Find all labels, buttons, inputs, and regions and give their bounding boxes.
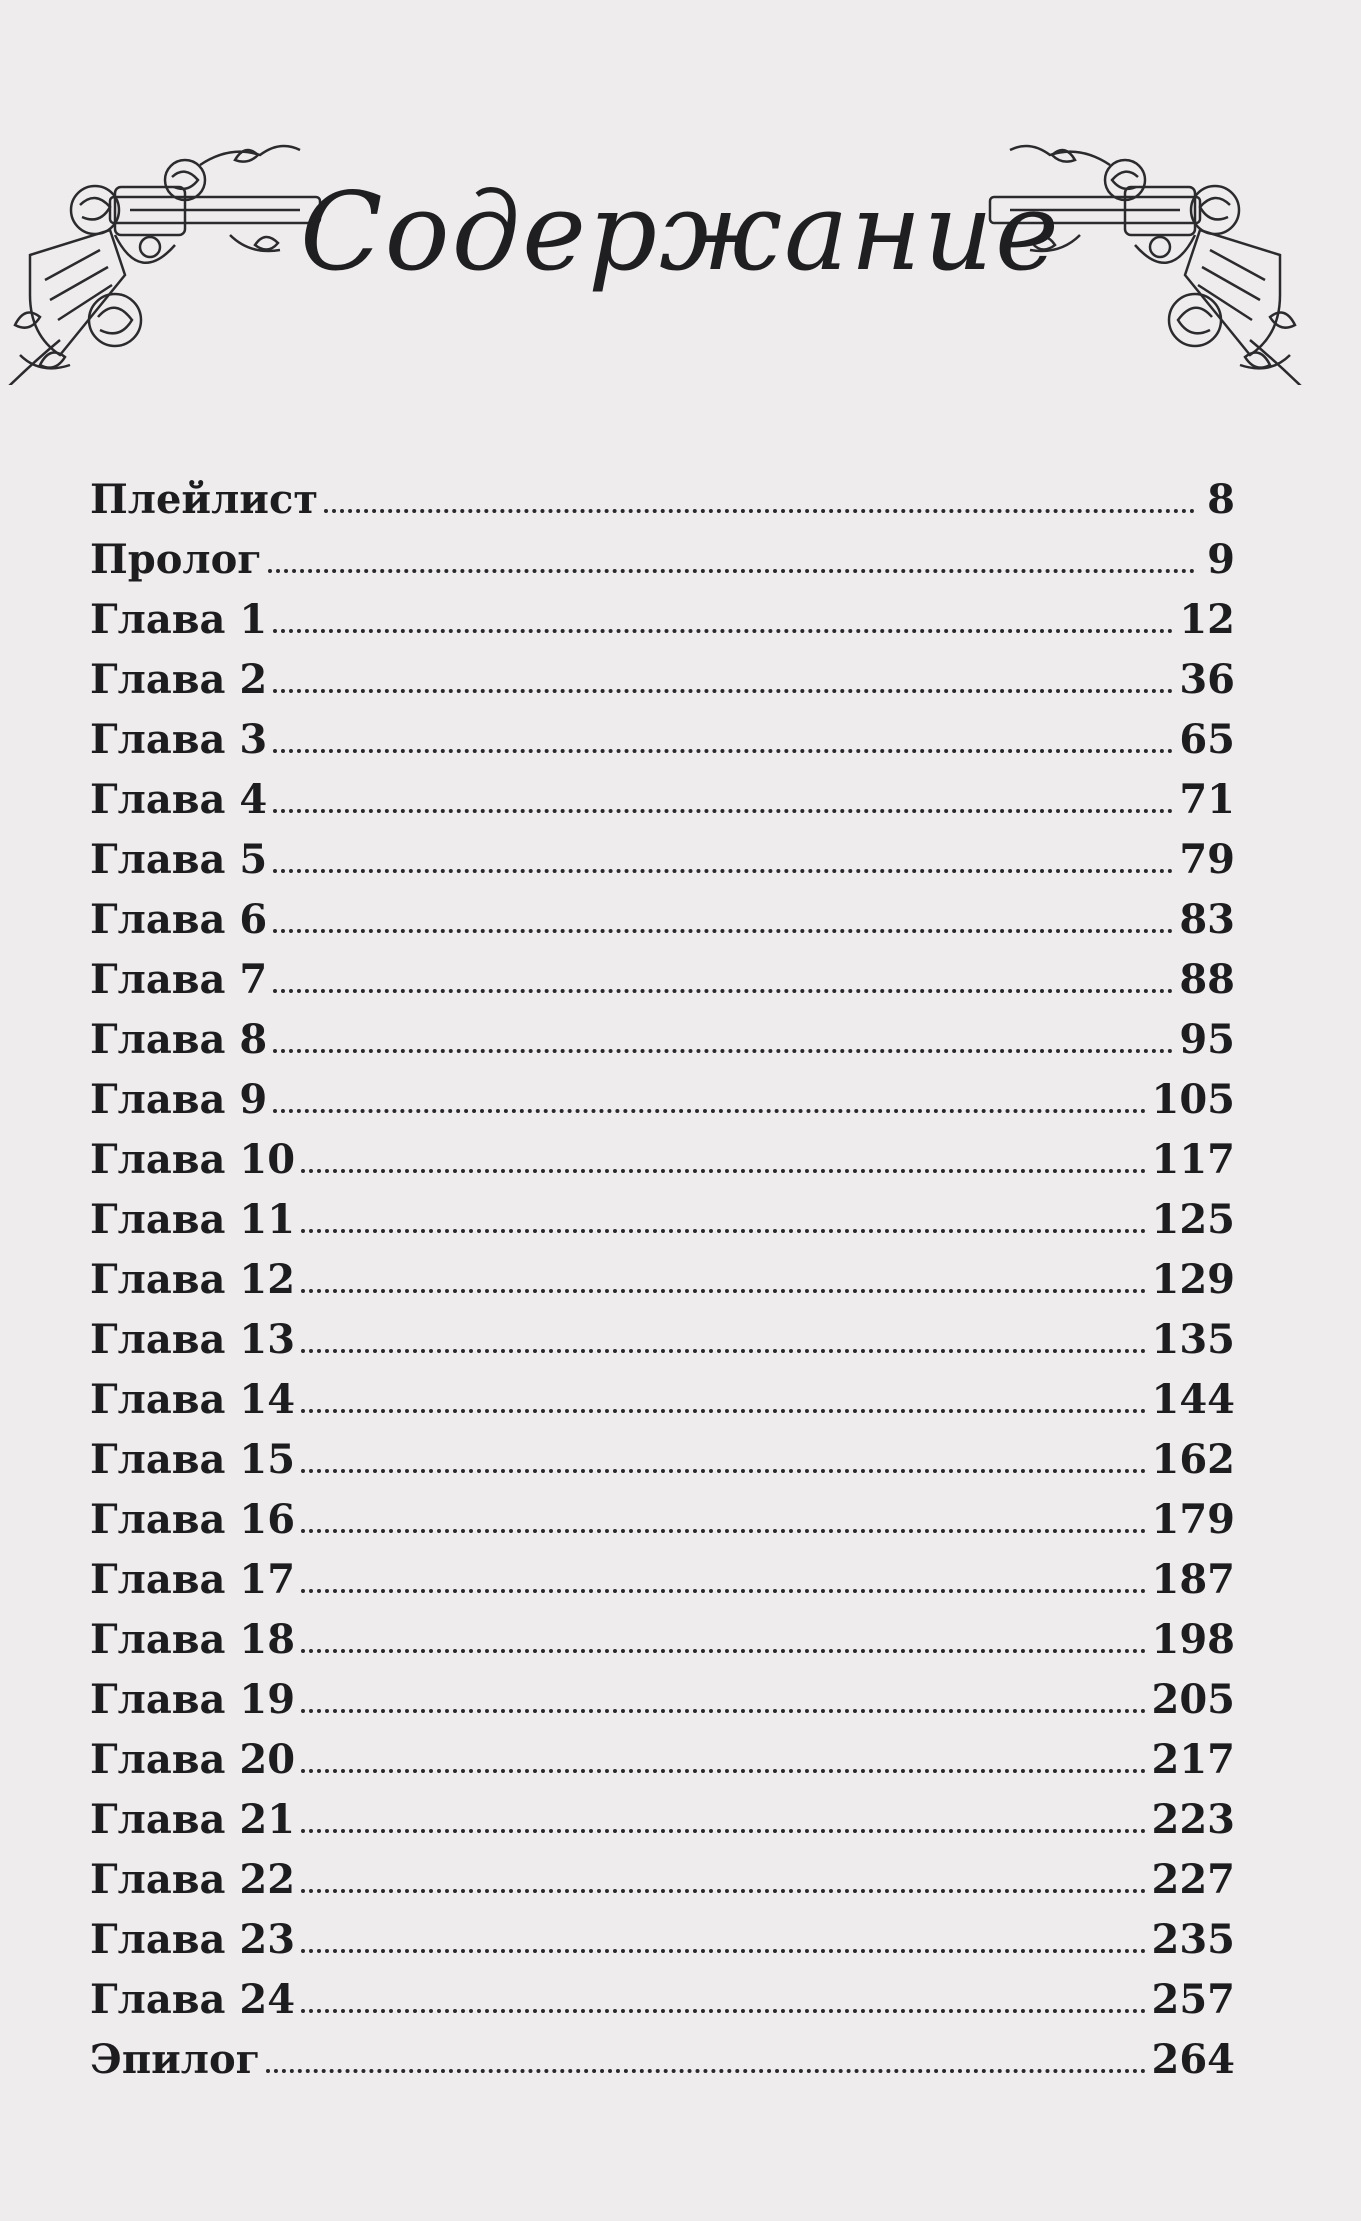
- toc-entry-label: Глава 23: [90, 1916, 296, 1963]
- dot-leader: [268, 565, 1195, 573]
- toc-entry-label: Эпилог: [90, 2036, 261, 2083]
- toc-entry-label: Глава 19: [90, 1676, 296, 1723]
- dot-leader: [273, 625, 1173, 633]
- toc-entry-label: Глава 24: [90, 1976, 296, 2023]
- toc-entry: [90, 1130, 1235, 1190]
- dot-leader: [301, 1165, 1145, 1173]
- toc-entry-label: Глава 9: [90, 1076, 268, 1123]
- toc-entry-label: Глава 15: [90, 1436, 296, 1483]
- dot-leader: [301, 1225, 1145, 1233]
- toc-entry: [90, 1310, 1235, 1370]
- toc-entry-page-number: 198: [1151, 1616, 1235, 1663]
- toc-entry: [90, 1490, 1235, 1550]
- toc-entry-label: Пролог: [90, 536, 262, 583]
- dot-leader: [273, 1045, 1173, 1053]
- toc-entry-label: Глава 4: [90, 776, 268, 823]
- dot-leader: [324, 505, 1195, 513]
- toc-entry-page-number: 135: [1151, 1316, 1235, 1363]
- toc-entry-page-number: 264: [1151, 2036, 1235, 2083]
- toc-entry: [90, 830, 1235, 890]
- toc-entry-page-number: 117: [1151, 1136, 1235, 1183]
- toc-entry: [90, 1070, 1235, 1130]
- toc-entry-label: Глава 5: [90, 836, 268, 883]
- toc-entry-label: Глава 21: [90, 1796, 296, 1843]
- toc-entry: [90, 1850, 1235, 1910]
- toc-entry: [90, 530, 1235, 590]
- toc-entry: [90, 1730, 1235, 1790]
- page-title: Содержание: [300, 170, 1061, 295]
- toc-entry-label: Глава 14: [90, 1376, 296, 1423]
- toc-entry-page-number: 83: [1179, 896, 1235, 943]
- toc-entry: [90, 1250, 1235, 1310]
- dot-leader: [273, 925, 1173, 933]
- table-of-contents: [90, 470, 1235, 2090]
- toc-entry-page-number: 129: [1151, 1256, 1235, 1303]
- dot-leader: [301, 1825, 1145, 1833]
- toc-entry-label: Глава 16: [90, 1496, 296, 1543]
- toc-entry-label: Глава 3: [90, 716, 268, 763]
- toc-entry-label: Глава 17: [90, 1556, 296, 1603]
- toc-entry-page-number: 71: [1179, 776, 1235, 823]
- toc-entry: [90, 1910, 1235, 1970]
- toc-entry: [90, 1970, 1235, 2030]
- toc-entry-page-number: 79: [1179, 836, 1235, 883]
- toc-entry: [90, 2030, 1235, 2090]
- toc-entry: [90, 1610, 1235, 1670]
- toc-entry: [90, 1670, 1235, 1730]
- toc-entry: [90, 950, 1235, 1010]
- toc-entry: [90, 1010, 1235, 1070]
- toc-entry-label: Глава 8: [90, 1016, 268, 1063]
- dot-leader: [273, 1105, 1145, 1113]
- toc-entry-label: Глава 6: [90, 896, 268, 943]
- dot-leader: [301, 1405, 1145, 1413]
- toc-entry: [90, 1430, 1235, 1490]
- toc-entry-page-number: 205: [1151, 1676, 1235, 1723]
- toc-entry-page-number: 12: [1179, 596, 1235, 643]
- toc-entry: [90, 590, 1235, 650]
- dot-leader: [301, 1645, 1145, 1653]
- toc-entry-label: Глава 1: [90, 596, 268, 643]
- dot-leader: [273, 805, 1173, 813]
- toc-entry-page-number: 95: [1179, 1016, 1235, 1063]
- toc-entry: [90, 1190, 1235, 1250]
- toc-entry-page-number: 65: [1179, 716, 1235, 763]
- toc-entry-label: Плейлист: [90, 476, 319, 523]
- toc-entry-label: Глава 18: [90, 1616, 296, 1663]
- toc-entry-label: Глава 7: [90, 956, 268, 1003]
- toc-entry: [90, 1370, 1235, 1430]
- toc-entry-page-number: 179: [1151, 1496, 1235, 1543]
- toc-entry-label: Глава 2: [90, 656, 268, 703]
- dot-leader: [301, 1945, 1145, 1953]
- toc-entry-page-number: 235: [1151, 1916, 1235, 1963]
- toc-entry-page-number: 8: [1207, 476, 1235, 523]
- toc-entry-label: Глава 11: [90, 1196, 296, 1243]
- dot-leader: [301, 1345, 1145, 1353]
- toc-entry-label: Глава 12: [90, 1256, 296, 1303]
- dot-leader: [266, 2065, 1145, 2073]
- toc-entry-page-number: 257: [1151, 1976, 1235, 2023]
- toc-entry-page-number: 88: [1179, 956, 1235, 1003]
- toc-entry-page-number: 105: [1151, 1076, 1235, 1123]
- toc-entry-page-number: 162: [1151, 1436, 1235, 1483]
- toc-entry-page-number: 187: [1151, 1556, 1235, 1603]
- dot-leader: [301, 1885, 1145, 1893]
- dot-leader: [301, 1465, 1145, 1473]
- dot-leader: [301, 1705, 1145, 1713]
- toc-entry-page-number: 217: [1151, 1736, 1235, 1783]
- toc-entry-label: Глава 20: [90, 1736, 296, 1783]
- dot-leader: [273, 685, 1173, 693]
- toc-entry-label: Глава 10: [90, 1136, 296, 1183]
- dot-leader: [301, 1585, 1145, 1593]
- toc-entry-page-number: 36: [1179, 656, 1235, 703]
- toc-entry: [90, 890, 1235, 950]
- toc-entry-page-number: 227: [1151, 1856, 1235, 1903]
- dot-leader: [273, 865, 1173, 873]
- toc-entry: [90, 1550, 1235, 1610]
- dot-leader: [273, 985, 1173, 993]
- toc-entry: [90, 770, 1235, 830]
- toc-entry-label: Глава 13: [90, 1316, 296, 1363]
- toc-entry: [90, 1790, 1235, 1850]
- dot-leader: [301, 1525, 1145, 1533]
- toc-entry-page-number: 9: [1207, 536, 1235, 583]
- toc-entry: [90, 470, 1235, 530]
- toc-entry-page-number: 125: [1151, 1196, 1235, 1243]
- dot-leader: [301, 1285, 1145, 1293]
- toc-entry: [90, 650, 1235, 710]
- toc-entry: [90, 710, 1235, 770]
- toc-entry-page-number: 223: [1151, 1796, 1235, 1843]
- dot-leader: [273, 745, 1173, 753]
- dot-leader: [301, 1765, 1145, 1773]
- toc-entry-page-number: 144: [1151, 1376, 1235, 1423]
- dot-leader: [301, 2005, 1145, 2013]
- toc-entry-label: Глава 22: [90, 1856, 296, 1903]
